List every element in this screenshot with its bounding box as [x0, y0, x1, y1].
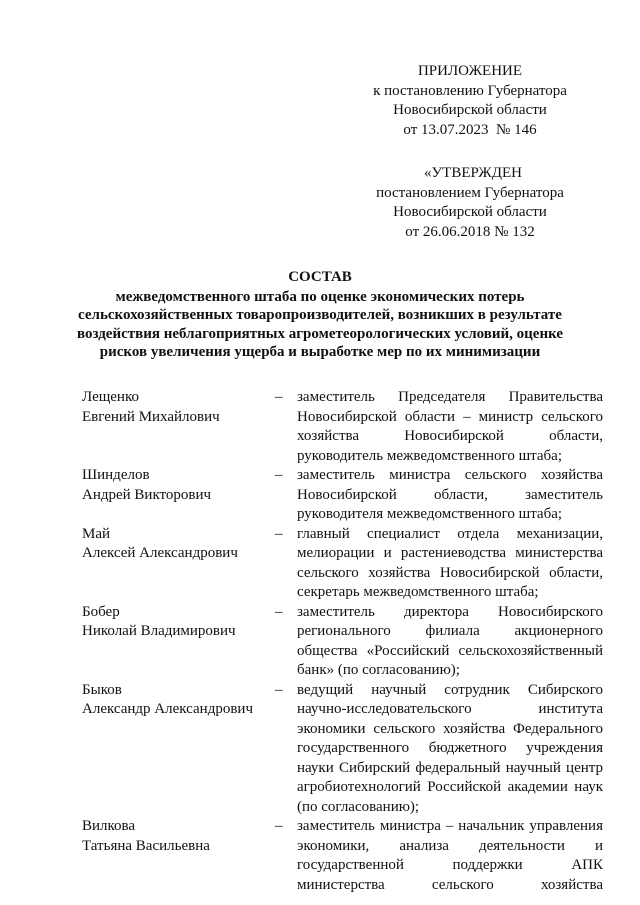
- member-entry: [82, 817, 602, 895]
- member-entry: [82, 681, 602, 818]
- title-subtitle-line: межведомственного штаба по оценке экономических потерь: [115, 288, 525, 305]
- approved-date-number: от 26.06.2018 № 132: [405, 223, 535, 240]
- member-surname: Лещенко: [82, 389, 139, 405]
- dash-separator: –: [275, 467, 283, 483]
- approved-block: [330, 164, 610, 242]
- member-surname: Быков: [82, 681, 122, 698]
- appendix-line: к постановлению Губернатора: [373, 82, 567, 99]
- dash-separator: –: [275, 818, 283, 834]
- member-role: ведущий научный сотрудник Сибирского научно-исследовательского института экономики сельского хозяйства Федерального государственного бюджетного учреждения науки Сибирский федеральный научный центр агробиотехнологий Российской академии наук (по согласованию);: [297, 681, 603, 815]
- member-surname: Май: [82, 525, 111, 542]
- dash-separator: –: [275, 681, 283, 698]
- member-given-names: Татьяна Васильевна: [82, 837, 210, 854]
- appendix-label: ПРИЛОЖЕНИЕ: [417, 63, 523, 79]
- appendix-date-number: от 13.07.2023 № 146: [403, 121, 537, 138]
- member-role: заместитель министра сельского хозяйства Новосибирской области, заместитель руководителя межведомственного штаба;: [297, 467, 603, 522]
- member-surname: Бобер: [82, 603, 120, 620]
- member-entry: [82, 388, 602, 466]
- member-role: заместитель Председателя Правительства Новосибирской области – министр сельского хозяйства Новосибирской области, руководитель межведомственного штаба;: [297, 389, 603, 464]
- dash-separator: –: [275, 389, 283, 405]
- title-heading: СОСТАВ: [288, 269, 352, 285]
- appendix-line: Новосибирской области: [393, 102, 547, 118]
- approved-label: «УТВЕРЖДЕН: [424, 165, 522, 181]
- member-name: [82, 466, 275, 505]
- members-list: [82, 388, 602, 895]
- appendix-block: [330, 62, 610, 140]
- dash-separator: –: [275, 603, 283, 620]
- member-given-names: Андрей Викторович: [82, 486, 212, 503]
- member-name: [82, 525, 275, 564]
- member-surname: Шинделов: [82, 467, 150, 483]
- member-given-names: Евгений Михайлович: [82, 408, 220, 425]
- member-role: заместитель директора Новосибирского регионального филиала акционерного общества «Российский сельскохозяйственный банк» (по согласованию);: [297, 603, 603, 678]
- member-entry: [82, 525, 602, 603]
- approved-line: постановлением Губернатора: [376, 184, 564, 201]
- member-entry: [82, 603, 602, 681]
- title-subtitle-line: рисков увеличения ущерба и выработке мер по их минимизации: [99, 344, 541, 360]
- member-role: заместитель министра – начальник управления экономики, анализа деятельности и государственной поддержки АПК министерства сельского хозяйства: [297, 818, 603, 893]
- member-given-names: Александр Александрович: [82, 701, 253, 717]
- member-role: главный специалист отдела механизации, мелиорации и растениеводства министерства сельского хозяйства Новосибирской области, секретарь межведомственного штаба;: [297, 525, 603, 600]
- title-subtitle-line: воздействия неблагоприятных агрометеорологических условий, оценке: [76, 325, 564, 342]
- member-name: [82, 681, 275, 720]
- title-subtitle-line: сельскохозяйственных товаропроизводителей, возникших в результате: [78, 307, 562, 323]
- member-surname: Вилкова: [82, 818, 136, 834]
- member-entry: [82, 466, 602, 525]
- member-name: [82, 817, 275, 856]
- approved-line: Новосибирской области: [393, 204, 547, 220]
- document-title: [60, 268, 580, 362]
- member-given-names: Алексей Александрович: [82, 545, 238, 561]
- member-name: [82, 603, 275, 642]
- dash-separator: –: [275, 525, 283, 542]
- member-given-names: Николай Владимирович: [82, 623, 236, 639]
- member-name: [82, 388, 275, 427]
